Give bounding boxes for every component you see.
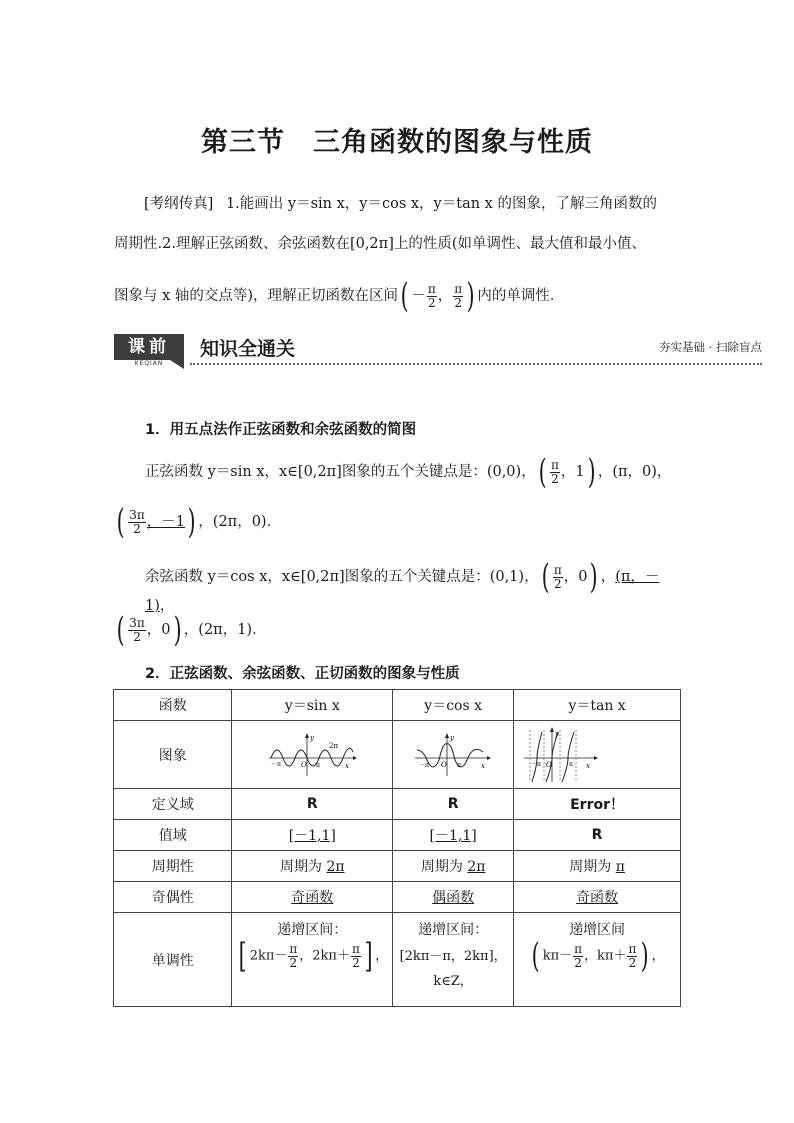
banner-subtitle: 夯实基础 · 扫除盲点 bbox=[659, 340, 762, 354]
tan-graph-label-x: x bbox=[586, 761, 591, 770]
minus-sign: － bbox=[411, 288, 426, 304]
sin-graph bbox=[267, 730, 357, 780]
domain-sin: R bbox=[232, 789, 393, 820]
tan-graph bbox=[522, 726, 612, 784]
intro-line-1 bbox=[114, 192, 684, 216]
cos-graph-cell bbox=[393, 721, 514, 789]
cos-graph-label-o: O bbox=[441, 760, 447, 769]
row-label: 值域 bbox=[114, 820, 232, 851]
table-row bbox=[114, 820, 681, 851]
period-cos: 周期为 2π bbox=[393, 851, 514, 882]
paren-right: ) bbox=[466, 276, 475, 316]
sin-keypoint-answer: ( $\frac{3\pi}{2}$ ，－1) bbox=[116, 502, 196, 542]
cos-graph-label-y: y bbox=[450, 733, 455, 742]
table-row bbox=[114, 690, 681, 721]
page-title: 第三节 三角函数的图象与性质 bbox=[201, 127, 593, 158]
banner-badge: 课前 bbox=[114, 334, 184, 360]
section1-heading: 1．用五点法作正弦函数和余弦函数的简图 bbox=[145, 422, 417, 438]
tan-graph-label-neg-pi: －π bbox=[531, 760, 542, 768]
tan-graph-label-o: O bbox=[546, 760, 552, 769]
cos-text-a: 余弦函数 y＝cos x，x∈[0,2π]图象的五个关键点是：(0,1)， bbox=[145, 569, 539, 585]
cos-graph-label-pi: π bbox=[457, 761, 462, 769]
section2-heading: 2．正弦函数、余弦函数、正切函数的图象与性质 bbox=[145, 666, 460, 682]
row-label: 周期性 bbox=[114, 851, 232, 882]
header-cell: y＝tan x bbox=[514, 690, 681, 721]
section-banner bbox=[114, 331, 762, 369]
range-cos: [－1,1] bbox=[393, 820, 514, 851]
graph-label: 图象 bbox=[114, 721, 232, 789]
tan-graph-label-y: y bbox=[555, 729, 560, 738]
cos-keypoints-line-2: ( $\frac{3\pi}{2}$ ，0) ，(2π，1)． bbox=[116, 610, 267, 650]
table-row bbox=[114, 913, 681, 1007]
fraction-pi-over-2-b: $\frac{\pi}{2}$ bbox=[454, 281, 463, 310]
banner-badge-sub: KEQIAN bbox=[134, 360, 164, 367]
banner-badge-triangle bbox=[170, 360, 184, 369]
intro-line-3: 图象与 x 轴的交点等)，理解正切函数在区间( － $\frac{\pi}{2}$ ， $\frac{\pi}{2}$ ) 内的单调性． bbox=[114, 276, 565, 316]
tan-graph-cell bbox=[514, 721, 681, 789]
properties-table bbox=[113, 689, 681, 1007]
header-cell: y＝cos x bbox=[393, 690, 514, 721]
row-label: 定义域 bbox=[114, 789, 232, 820]
period-sin: 周期为 2π bbox=[232, 851, 393, 882]
table-row bbox=[114, 851, 681, 882]
sin-graph-cell bbox=[232, 721, 393, 789]
mono-sin: 递增区间： [ 2kπ－ $\frac{\pi}{2}$ ，2kπ＋ $\frac{\pi}{2}$ ] ， bbox=[232, 913, 393, 1007]
intro-text-3b: 内的单调性． bbox=[477, 288, 565, 304]
period-tan: 周期为 π bbox=[514, 851, 681, 882]
cos-text-c: ，(2π，1)． bbox=[183, 622, 267, 638]
banner-dotted-line bbox=[190, 363, 762, 365]
domain-tan: Error！ bbox=[514, 789, 681, 820]
sin-graph-label-pi: π bbox=[316, 761, 321, 769]
paren-left: ( bbox=[400, 276, 409, 316]
sin-text-a: 正弦函数 y＝sin x，x∈[0,2π]图象的五个关键点是：(0,0)， bbox=[145, 464, 536, 480]
cos-keypoints-line-1: 余弦函数 y＝cos x，x∈[0,2π]图象的五个关键点是：(0,1)，( $\frac{\pi}{2}$ ，0) ，(π，－1)， bbox=[145, 557, 660, 614]
cos-keypoint-answer: (π，－1) bbox=[145, 569, 660, 614]
sin-text-c: ，(2π，0)． bbox=[198, 514, 282, 530]
sin-graph-label-2pi: 2π bbox=[329, 741, 339, 750]
intro-text-1: 1.能画出 y＝sin x，y＝cos x，y＝tan x 的图象，了解三角函数的 bbox=[225, 196, 657, 212]
parity-tan: 奇函数 bbox=[514, 882, 681, 913]
table-row bbox=[114, 721, 681, 789]
sin-graph-label-o: O bbox=[301, 760, 308, 769]
cos-graph bbox=[413, 730, 493, 780]
sin-keypoints-line-2 bbox=[114, 502, 684, 542]
sin-graph-label-x: x bbox=[345, 761, 350, 770]
mono-tan: 递增区间 ( kπ－ $\frac{\pi}{2}$ ，kπ＋ $\frac{\pi}{2}$ ) ， bbox=[514, 913, 681, 1007]
intro-tag: [考纲传真] bbox=[144, 196, 214, 212]
mono-cos: 递增区间： [2kπ－π，2kπ]， k∈Z， bbox=[393, 913, 514, 1007]
row-label: 单调性 bbox=[114, 913, 232, 1007]
sin-keypoints-line-1: 正弦函数 y＝sin x，x∈[0,2π]图象的五个关键点是：(0,0)，( $\frac{\pi}{2}$ ，1) ，(π，0)， bbox=[145, 452, 672, 492]
sin-graph-label-y: y bbox=[310, 733, 315, 742]
fraction-pi-over-2: $\frac{\pi}{2}$ bbox=[427, 281, 436, 310]
cos-graph-label-x: x bbox=[481, 761, 486, 770]
intro-text-2: 周期性.2.理解正弦函数、余弦函数在[0,2π]上的性质(如单调性、最大值和最小值、 bbox=[114, 236, 647, 252]
table-row bbox=[114, 789, 681, 820]
sin-graph-label-neg-pi: －π bbox=[271, 760, 282, 768]
header-cell: y＝sin x bbox=[232, 690, 393, 721]
tan-graph-label-pi: π bbox=[569, 760, 574, 768]
parity-sin: 奇函数 bbox=[232, 882, 393, 913]
range-tan: R bbox=[514, 820, 681, 851]
banner-title: 知识全通关 bbox=[200, 338, 296, 360]
table-row bbox=[114, 882, 681, 913]
cos-graph-label-neg-pi: －π bbox=[419, 761, 430, 769]
intro-text-3a: 图象与 x 轴的交点等)，理解正切函数在区间 bbox=[114, 288, 399, 304]
cos-pt1-b: 0 bbox=[578, 569, 588, 585]
sin-pt1-b: 1 bbox=[575, 464, 585, 480]
range-sin: [－1,1] bbox=[232, 820, 393, 851]
sin-text-b: ，(π，0)， bbox=[597, 464, 672, 480]
parity-cos: 偶函数 bbox=[393, 882, 514, 913]
domain-cos: R bbox=[393, 789, 514, 820]
header-cell: 函数 bbox=[114, 690, 232, 721]
row-label: 奇偶性 bbox=[114, 882, 232, 913]
